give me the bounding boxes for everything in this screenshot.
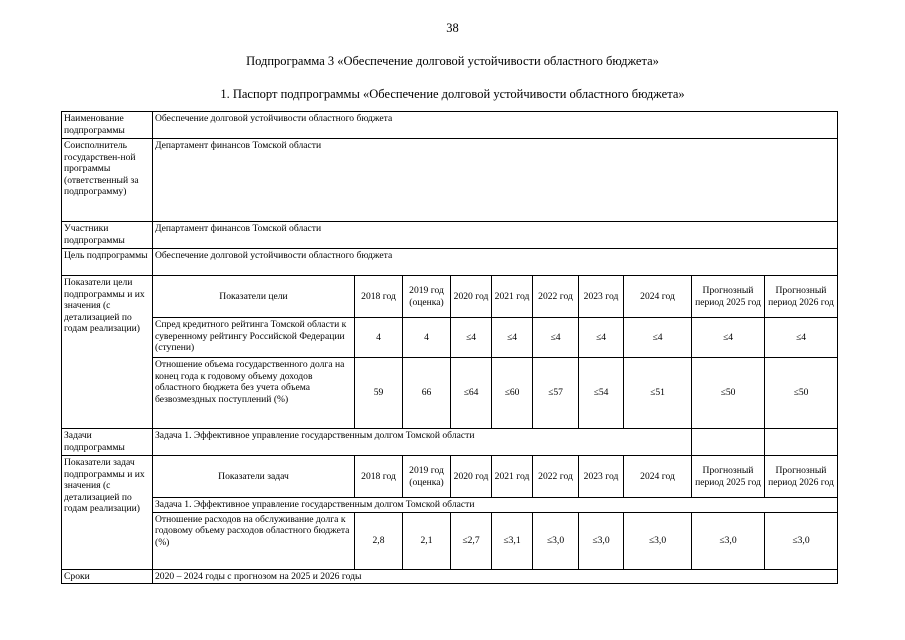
indicator-value: 4 [355,318,403,358]
indicator-value: ≤57 [533,358,579,429]
page-number: 38 [446,21,459,35]
row-participants [62,222,838,249]
goal-indicator-row [62,358,838,429]
indicator-value: ≤3,0 [765,512,838,569]
task-header-cell: Прогнозный период 2025 год [692,456,765,498]
indicator-value: ≤50 [692,358,765,429]
indicator-value: ≤3,1 [492,512,533,569]
label-participants: Участники подпрограммы [62,222,153,249]
task-group-row [62,498,838,513]
label-coexec: Соисполнитель государствен-ной программы (ответственный за подпрограмму) [62,139,153,222]
goal-header-cell: 2019 год (оценка) [403,276,451,318]
goal-indicator-row [62,318,838,358]
indicator-value: ≤3,0 [533,512,579,569]
value-coexec: Департамент финансов Томской области [153,139,838,222]
label-goal: Цель подпрограммы [62,249,153,276]
task-header-cell: 2018 год [355,456,403,498]
label-task-indicators: Показатели задач подпрограммы и их значения (с детализацией по годам реализации) [62,456,153,570]
goal-header-cell: 2023 год [579,276,624,318]
indicator-value: ≤4 [492,318,533,358]
indicator-name: Спред кредитного рейтинга Томской области к суверенному рейтингу Российской Федерации (ступени) [153,318,355,358]
task-header-cell: Показатели задач [153,456,355,498]
indicator-value: ≤2,7 [451,512,492,569]
indicator-value: ≤60 [492,358,533,429]
indicator-value: ≤3,0 [579,512,624,569]
indicator-value: 66 [403,358,451,429]
indicator-value: 2,1 [403,512,451,569]
indicator-value: ≤54 [579,358,624,429]
task-header-cell: 2020 год [451,456,492,498]
label-terms: Сроки [62,569,153,584]
task-indicator-row [62,512,838,569]
goal-header-cell: 2024 год [624,276,692,318]
label-tasks: Задачи подпрограммы [62,429,153,456]
indicator-value: ≤4 [533,318,579,358]
indicator-value: ≤4 [624,318,692,358]
task-header-cell: 2021 год [492,456,533,498]
indicator-value: ≤64 [451,358,492,429]
goal-header-cell: Прогнозный период 2026 год [765,276,838,318]
task-header-cell: 2022 год [533,456,579,498]
indicator-value: ≤4 [765,318,838,358]
indicator-name: Отношение расходов на обслуживание долга к годовому объему расходов областного бюджета (%) [153,512,355,569]
indicator-value: ≤3,0 [624,512,692,569]
row-name [62,112,838,139]
goal-indicators-header [62,276,838,318]
goal-header-cell: Прогнозный период 2025 год [692,276,765,318]
indicator-value: ≤50 [765,358,838,429]
indicator-value: ≤51 [624,358,692,429]
task-header-cell: 2019 год (оценка) [403,456,451,498]
goal-header-cell: 2020 год [451,276,492,318]
goal-header-cell: Показатели цели [153,276,355,318]
row-goal [62,249,838,276]
indicator-value: ≤4 [451,318,492,358]
value-terms: 2020 – 2024 годы с прогнозом на 2025 и 2026 годы [153,569,838,584]
task-indicators-header [62,456,838,498]
value-name: Обеспечение долговой устойчивости областного бюджета [153,112,838,139]
indicator-value: ≤4 [579,318,624,358]
label-goal-indicators: Показатели цели подпрограммы и их значения (с детализацией по годам реализации) [62,276,153,429]
label-name: Наименование подпрограммы [62,112,153,139]
row-terms [62,569,838,584]
goal-header-cell: 2018 год [355,276,403,318]
row-tasks [62,429,838,456]
passport-table [61,111,838,584]
indicator-value: ≤3,0 [692,512,765,569]
empty-cell [765,429,838,456]
row-coexec [62,139,838,222]
value-tasks: Задача 1. Эффективное управление государственным долгом Томской области [153,429,692,456]
goal-header-cell: 2022 год [533,276,579,318]
indicator-value: 2,8 [355,512,403,569]
goal-header-cell: 2021 год [492,276,533,318]
value-participants: Департамент финансов Томской области [153,222,838,249]
indicator-value: ≤4 [692,318,765,358]
indicator-value: 4 [403,318,451,358]
indicator-value: 59 [355,358,403,429]
value-goal: Обеспечение долговой устойчивости областного бюджета [153,249,838,276]
task-header-cell: 2023 год [579,456,624,498]
task-header-cell: Прогнозный период 2026 год [765,456,838,498]
indicator-name: Отношение объема государственного долга на конец года к годовому объему доходов областного бюджета без учета объема безвозмездных поступлений (%) [153,358,355,429]
empty-cell [692,429,765,456]
task-group-label: Задача 1. Эффективное управление государственным долгом Томской области [153,498,838,513]
page-title: Подпрограмма 3 «Обеспечение долговой устойчивости областного бюджета» [246,54,659,68]
section-subtitle: 1. Паспорт подпрограммы «Обеспечение долговой устойчивости областного бюджета» [220,87,685,101]
task-header-cell: 2024 год [624,456,692,498]
